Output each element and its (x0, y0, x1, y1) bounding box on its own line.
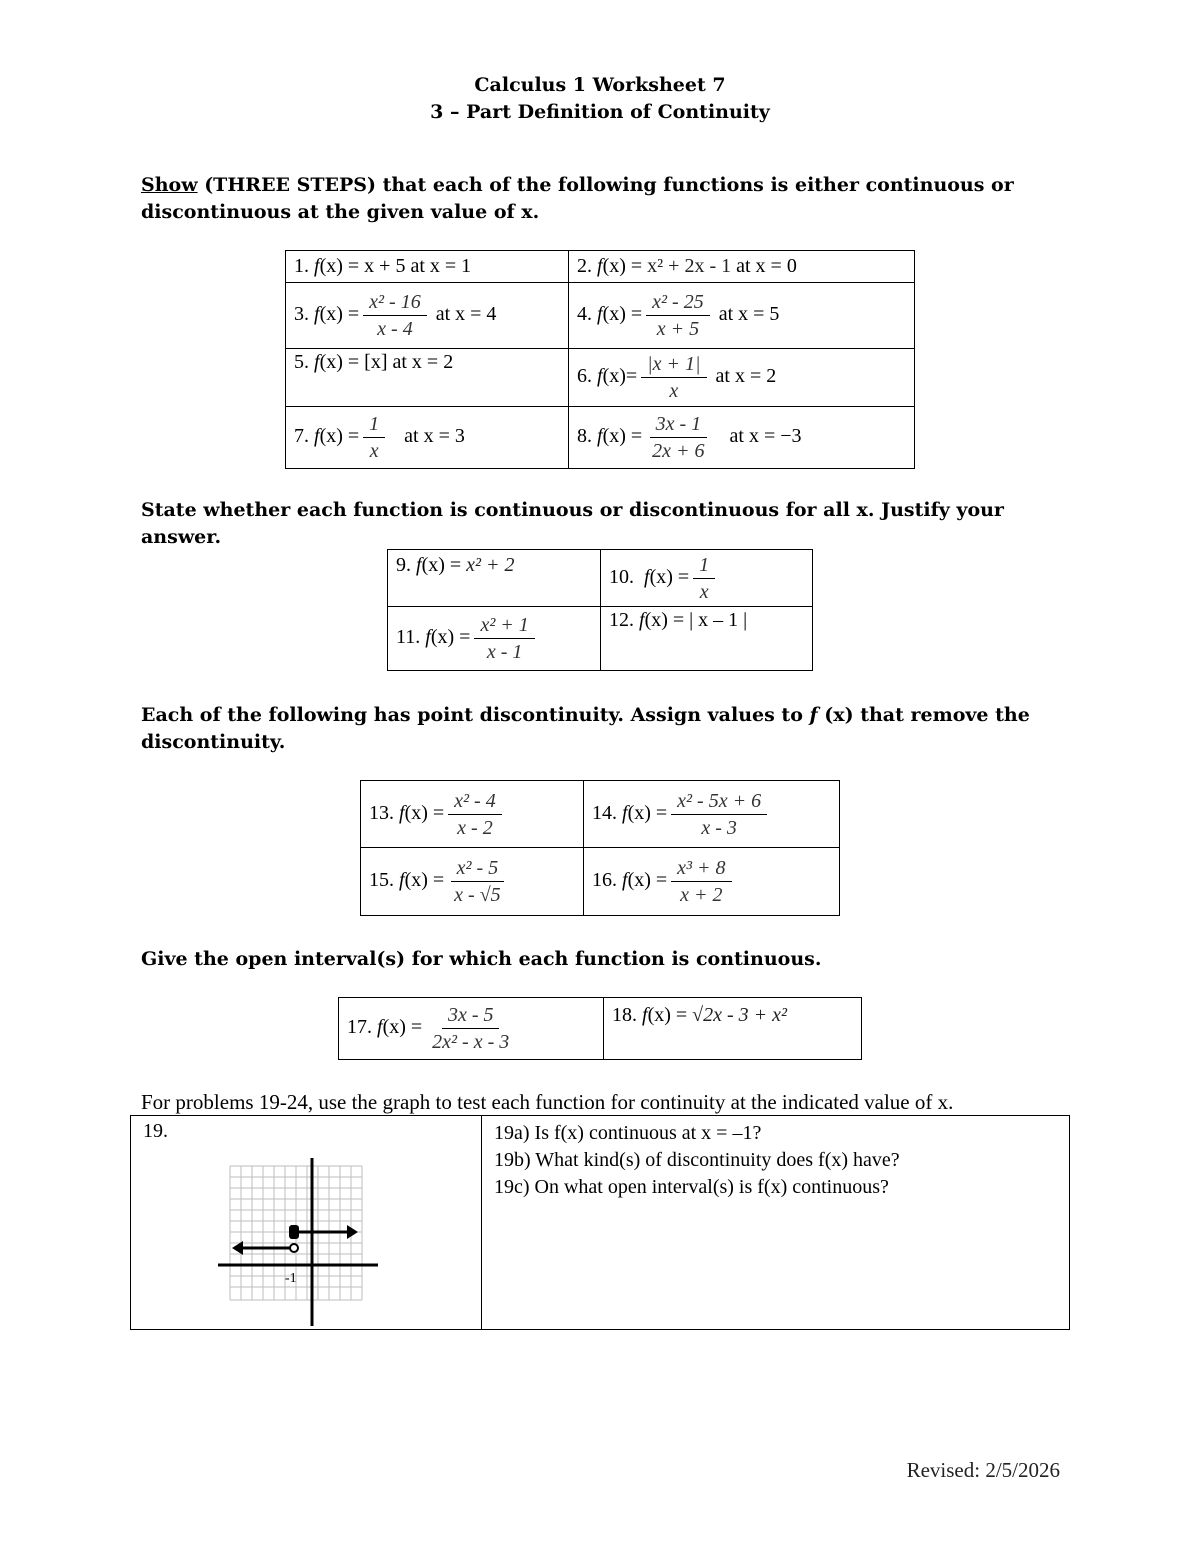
show-underlined: Show (141, 174, 198, 196)
question-19a: 19a) Is f(x) continuous at x = –1? (494, 1122, 762, 1144)
problem-19-questions (482, 1116, 1070, 1330)
problem-3: 3. f(x) = $\frac{\text{x² - 16}}{x - 4}$ at x = 4 (286, 283, 569, 349)
revised-date: Revised: 2/5/2026 (906, 1458, 1060, 1482)
problem-14: 14. f(x) = $\frac{\text{x² - 5x + 6}}{x - 3}$ (584, 781, 840, 848)
section2-instruction: State whether each function is continuous or discontinuous for all x. Justify your answer. (141, 499, 1004, 548)
graph-tick-label: -1 (285, 1271, 297, 1286)
section2-table (387, 549, 813, 671)
question-19b: 19b) What kind(s) of discontinuity does f(x) have? (494, 1149, 900, 1171)
section3-instruction: Each of the following has point discontinuity. Assign values to f (x) that remove the discontinuity. (141, 704, 1030, 753)
section1-instruction-text: (THREE STEPS) that each of the following functions is either continuous or discontinuous at the given value of x. (141, 174, 1014, 223)
section5-intro: For problems 19-24, use the graph to test each function for continuity at the indicated value of x. (141, 1090, 954, 1114)
problem-8: 8. f(x) = $\frac{3x - 1}{2x + 6}$ at x = −3 (569, 407, 915, 469)
problem-15: 15. f(x) = $\frac{\text{x² - 5}}{x - √5}$ (361, 848, 584, 916)
problem-11: 11. f(x) = $\frac{\text{x² + 1}}{x - 1}$ (388, 607, 601, 671)
graph-problem-table (130, 1115, 1070, 1330)
graph-19 (216, 1158, 386, 1328)
section1-instruction (141, 172, 1041, 226)
problem-19-graph-cell (131, 1116, 482, 1330)
problem-4: 4. f(x) = $\frac{\text{x² - 25}}{x + 5}$ at x = 5 (569, 283, 915, 349)
closed-point (289, 1225, 299, 1239)
section3-table (360, 780, 840, 916)
question-19c: 19c) On what open interval(s) is f(x) continuous? (494, 1176, 889, 1198)
problem-1: 1. f(x) = x + 5 at x = 1 (286, 251, 569, 283)
problem-2: 2. f(x) = x² + 2x - 1 at x = 0 (569, 251, 915, 283)
problem-19-label: 19. (143, 1120, 168, 1142)
open-point (290, 1244, 298, 1252)
worksheet-subtitle: 3 – Part Definition of Continuity (430, 101, 770, 123)
problem-12: 12. f(x) = | x – 1 | (601, 607, 813, 671)
problem-13: 13. f(x) = $\frac{\text{x² - 4}}{x - 2}$ (361, 781, 584, 848)
problem-5: 5. f(x) = [x] at x = 2 (286, 349, 569, 407)
problem-10: 10. f(x) = $\frac{1}{x}$ (601, 550, 813, 607)
problem-16: 16. f(x) = $\frac{\text{x³ + 8}}{x + 2}$ (584, 848, 840, 916)
section4-table (338, 997, 862, 1060)
problem-6: 6. f(x)= $\frac{|x + 1|}{x}$ at x = 2 (569, 349, 915, 407)
section4-instruction: Give the open interval(s) for which each function is continuous. (141, 948, 822, 970)
problem-18: 18. f(x) = √2x - 3 + x² (604, 998, 862, 1060)
worksheet-title: Calculus 1 Worksheet 7 (474, 74, 726, 96)
problem-9: 9. f(x) = x² + 2 (388, 550, 601, 607)
problem-17: 17. f(x) = $\frac{3x - 5}{\text{2x² - x - 3}}$ (339, 998, 604, 1060)
section1-table (285, 250, 915, 469)
problem-7: 7. f(x) = $\frac{1}{x}$ at x = 3 (286, 407, 569, 469)
upper-ray (294, 1225, 358, 1239)
